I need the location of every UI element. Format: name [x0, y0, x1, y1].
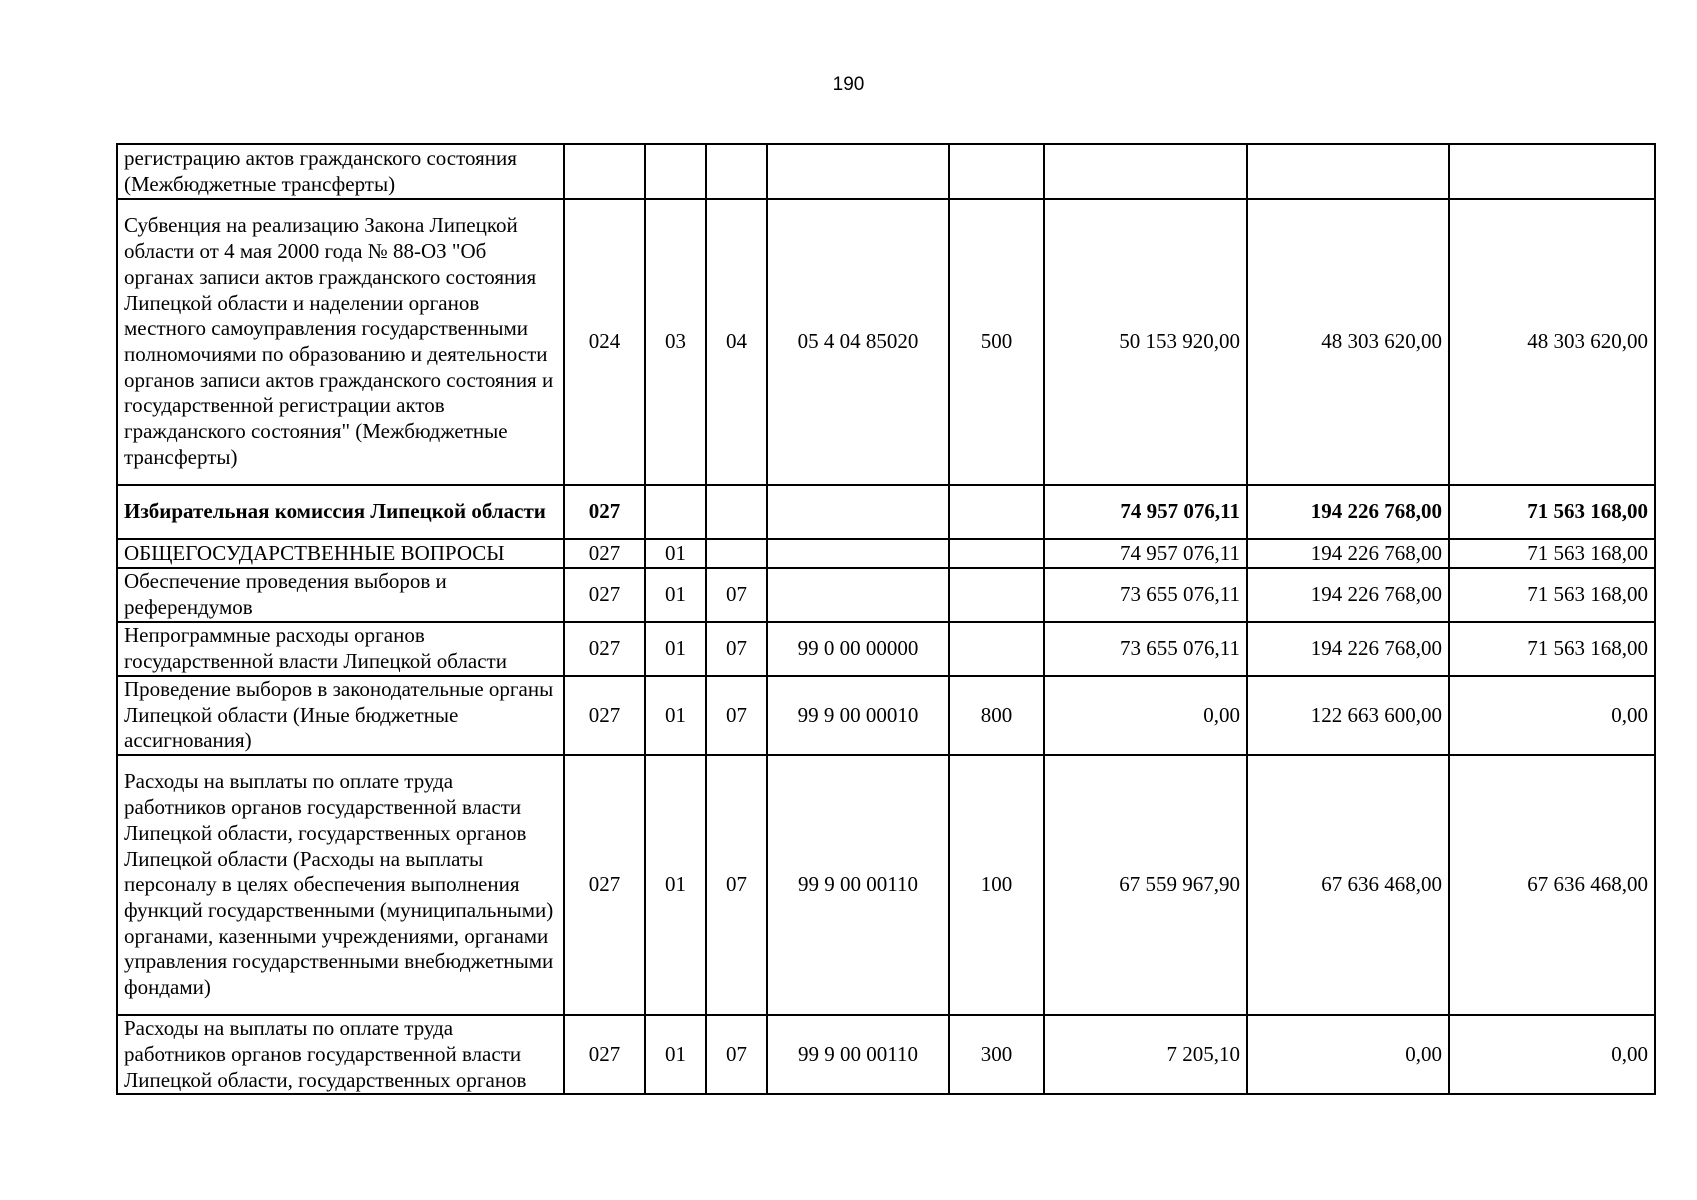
row-expense-type — [949, 622, 1044, 676]
row-admin-code — [564, 144, 645, 199]
table-row — [117, 485, 1655, 539]
row-sum-2 — [1247, 144, 1449, 199]
row-name: Избирательная комиссия Липецкой области — [117, 485, 564, 539]
row-expense-type: 300 — [949, 1015, 1044, 1094]
row-subsection-code — [706, 485, 767, 539]
row-subsection-code — [706, 144, 767, 199]
row-name: ОБЩЕГОСУДАРСТВЕННЫЕ ВОПРОСЫ — [117, 539, 564, 568]
row-sum-2: 194 226 768,00 — [1247, 568, 1449, 622]
row-sum-2: 122 663 600,00 — [1247, 676, 1449, 755]
row-sum-1: 7 205,10 — [1044, 1015, 1247, 1094]
row-admin-code: 027 — [564, 676, 645, 755]
row-sum-2: 0,00 — [1247, 1015, 1449, 1094]
row-admin-code: 027 — [564, 539, 645, 568]
row-sum-3: 71 563 168,00 — [1449, 485, 1655, 539]
row-target-article: 99 9 00 00010 — [767, 676, 949, 755]
row-section-code: 01 — [645, 755, 706, 1015]
row-expense-type: 100 — [949, 755, 1044, 1015]
row-section-code: 01 — [645, 676, 706, 755]
row-expense-type: 500 — [949, 199, 1044, 485]
row-section-code: 03 — [645, 199, 706, 485]
row-sum-3: 0,00 — [1449, 1015, 1655, 1094]
row-sum-3: 71 563 168,00 — [1449, 568, 1655, 622]
row-subsection-code: 07 — [706, 676, 767, 755]
row-sum-1 — [1044, 144, 1247, 199]
row-subsection-code: 07 — [706, 1015, 767, 1094]
row-sum-1: 50 153 920,00 — [1044, 199, 1247, 485]
table-row — [117, 568, 1655, 622]
table-row — [117, 622, 1655, 676]
row-section-code — [645, 485, 706, 539]
row-sum-1: 74 957 076,11 — [1044, 485, 1247, 539]
row-subsection-code — [706, 539, 767, 568]
table-row — [117, 144, 1655, 199]
row-admin-code: 027 — [564, 1015, 645, 1094]
budget-table — [116, 143, 1656, 1095]
table-row — [117, 1015, 1655, 1094]
row-sum-3: 48 303 620,00 — [1449, 199, 1655, 485]
row-section-code: 01 — [645, 622, 706, 676]
row-expense-type — [949, 485, 1044, 539]
row-expense-type: 800 — [949, 676, 1044, 755]
row-target-article: 99 0 00 00000 — [767, 622, 949, 676]
row-sum-1: 0,00 — [1044, 676, 1247, 755]
table-row — [117, 539, 1655, 568]
row-section-code: 01 — [645, 568, 706, 622]
row-target-article: 05 4 04 85020 — [767, 199, 949, 485]
row-name: регистрацию актов гражданского состояния (Межбюджетные трансферты) — [117, 144, 564, 199]
row-subsection-code: 07 — [706, 568, 767, 622]
row-section-code — [645, 144, 706, 199]
row-sum-3: 0,00 — [1449, 676, 1655, 755]
row-admin-code: 027 — [564, 485, 645, 539]
row-name: Непрограммные расходы органов государственной власти Липецкой области — [117, 622, 564, 676]
row-target-article: 99 9 00 00110 — [767, 755, 949, 1015]
row-name: Обеспечение проведения выборов и референдумов — [117, 568, 564, 622]
row-sum-2: 67 636 468,00 — [1247, 755, 1449, 1015]
page-number: 190 — [832, 74, 865, 95]
row-name: Расходы на выплаты по оплате труда работников органов государственной власти Липецкой области, государственных органов Липецкой области (Расходы на выплаты персоналу в целях обеспечения выполнения функций государственными (муниципальными) органами, казенными учреждениями, органами управления государственными внебюджетными фондами) — [117, 755, 564, 1015]
row-sum-2: 194 226 768,00 — [1247, 622, 1449, 676]
row-subsection-code: 07 — [706, 755, 767, 1015]
row-name: Субвенция на реализацию Закона Липецкой области от 4 мая 2000 года № 88-ОЗ "Об органах записи актов гражданского состояния Липецкой области и наделении органов местного самоуправления государственными полномочиями по образованию и деятельности органов записи актов гражданского состояния и государственной регистрации актов гражданского состояния" (Межбюджетные трансферты) — [117, 199, 564, 485]
row-sum-3 — [1449, 144, 1655, 199]
table-row — [117, 676, 1655, 755]
row-target-article — [767, 485, 949, 539]
row-sum-2: 194 226 768,00 — [1247, 485, 1449, 539]
row-sum-1: 73 655 076,11 — [1044, 568, 1247, 622]
row-sum-3: 67 636 468,00 — [1449, 755, 1655, 1015]
row-sum-1: 74 957 076,11 — [1044, 539, 1247, 568]
row-sum-1: 67 559 967,90 — [1044, 755, 1247, 1015]
row-sum-2: 194 226 768,00 — [1247, 539, 1449, 568]
row-sum-3: 71 563 168,00 — [1449, 539, 1655, 568]
table-row — [117, 755, 1655, 1015]
row-subsection-code: 04 — [706, 199, 767, 485]
row-admin-code: 024 — [564, 199, 645, 485]
row-sum-3: 71 563 168,00 — [1449, 622, 1655, 676]
row-sum-1: 73 655 076,11 — [1044, 622, 1247, 676]
row-name: Проведение выборов в законодательные органы Липецкой области (Иные бюджетные ассигнования) — [117, 676, 564, 755]
row-target-article — [767, 539, 949, 568]
row-admin-code: 027 — [564, 755, 645, 1015]
row-expense-type — [949, 539, 1044, 568]
row-admin-code: 027 — [564, 568, 645, 622]
row-name: Расходы на выплаты по оплате труда работников органов государственной власти Липецкой области, государственных органов — [117, 1015, 564, 1094]
row-section-code: 01 — [645, 539, 706, 568]
row-expense-type — [949, 568, 1044, 622]
row-target-article: 99 9 00 00110 — [767, 1015, 949, 1094]
row-sum-2: 48 303 620,00 — [1247, 199, 1449, 485]
row-expense-type — [949, 144, 1044, 199]
row-subsection-code: 07 — [706, 622, 767, 676]
row-section-code: 01 — [645, 1015, 706, 1094]
row-admin-code: 027 — [564, 622, 645, 676]
row-target-article — [767, 144, 949, 199]
table-row — [117, 199, 1655, 485]
row-target-article — [767, 568, 949, 622]
